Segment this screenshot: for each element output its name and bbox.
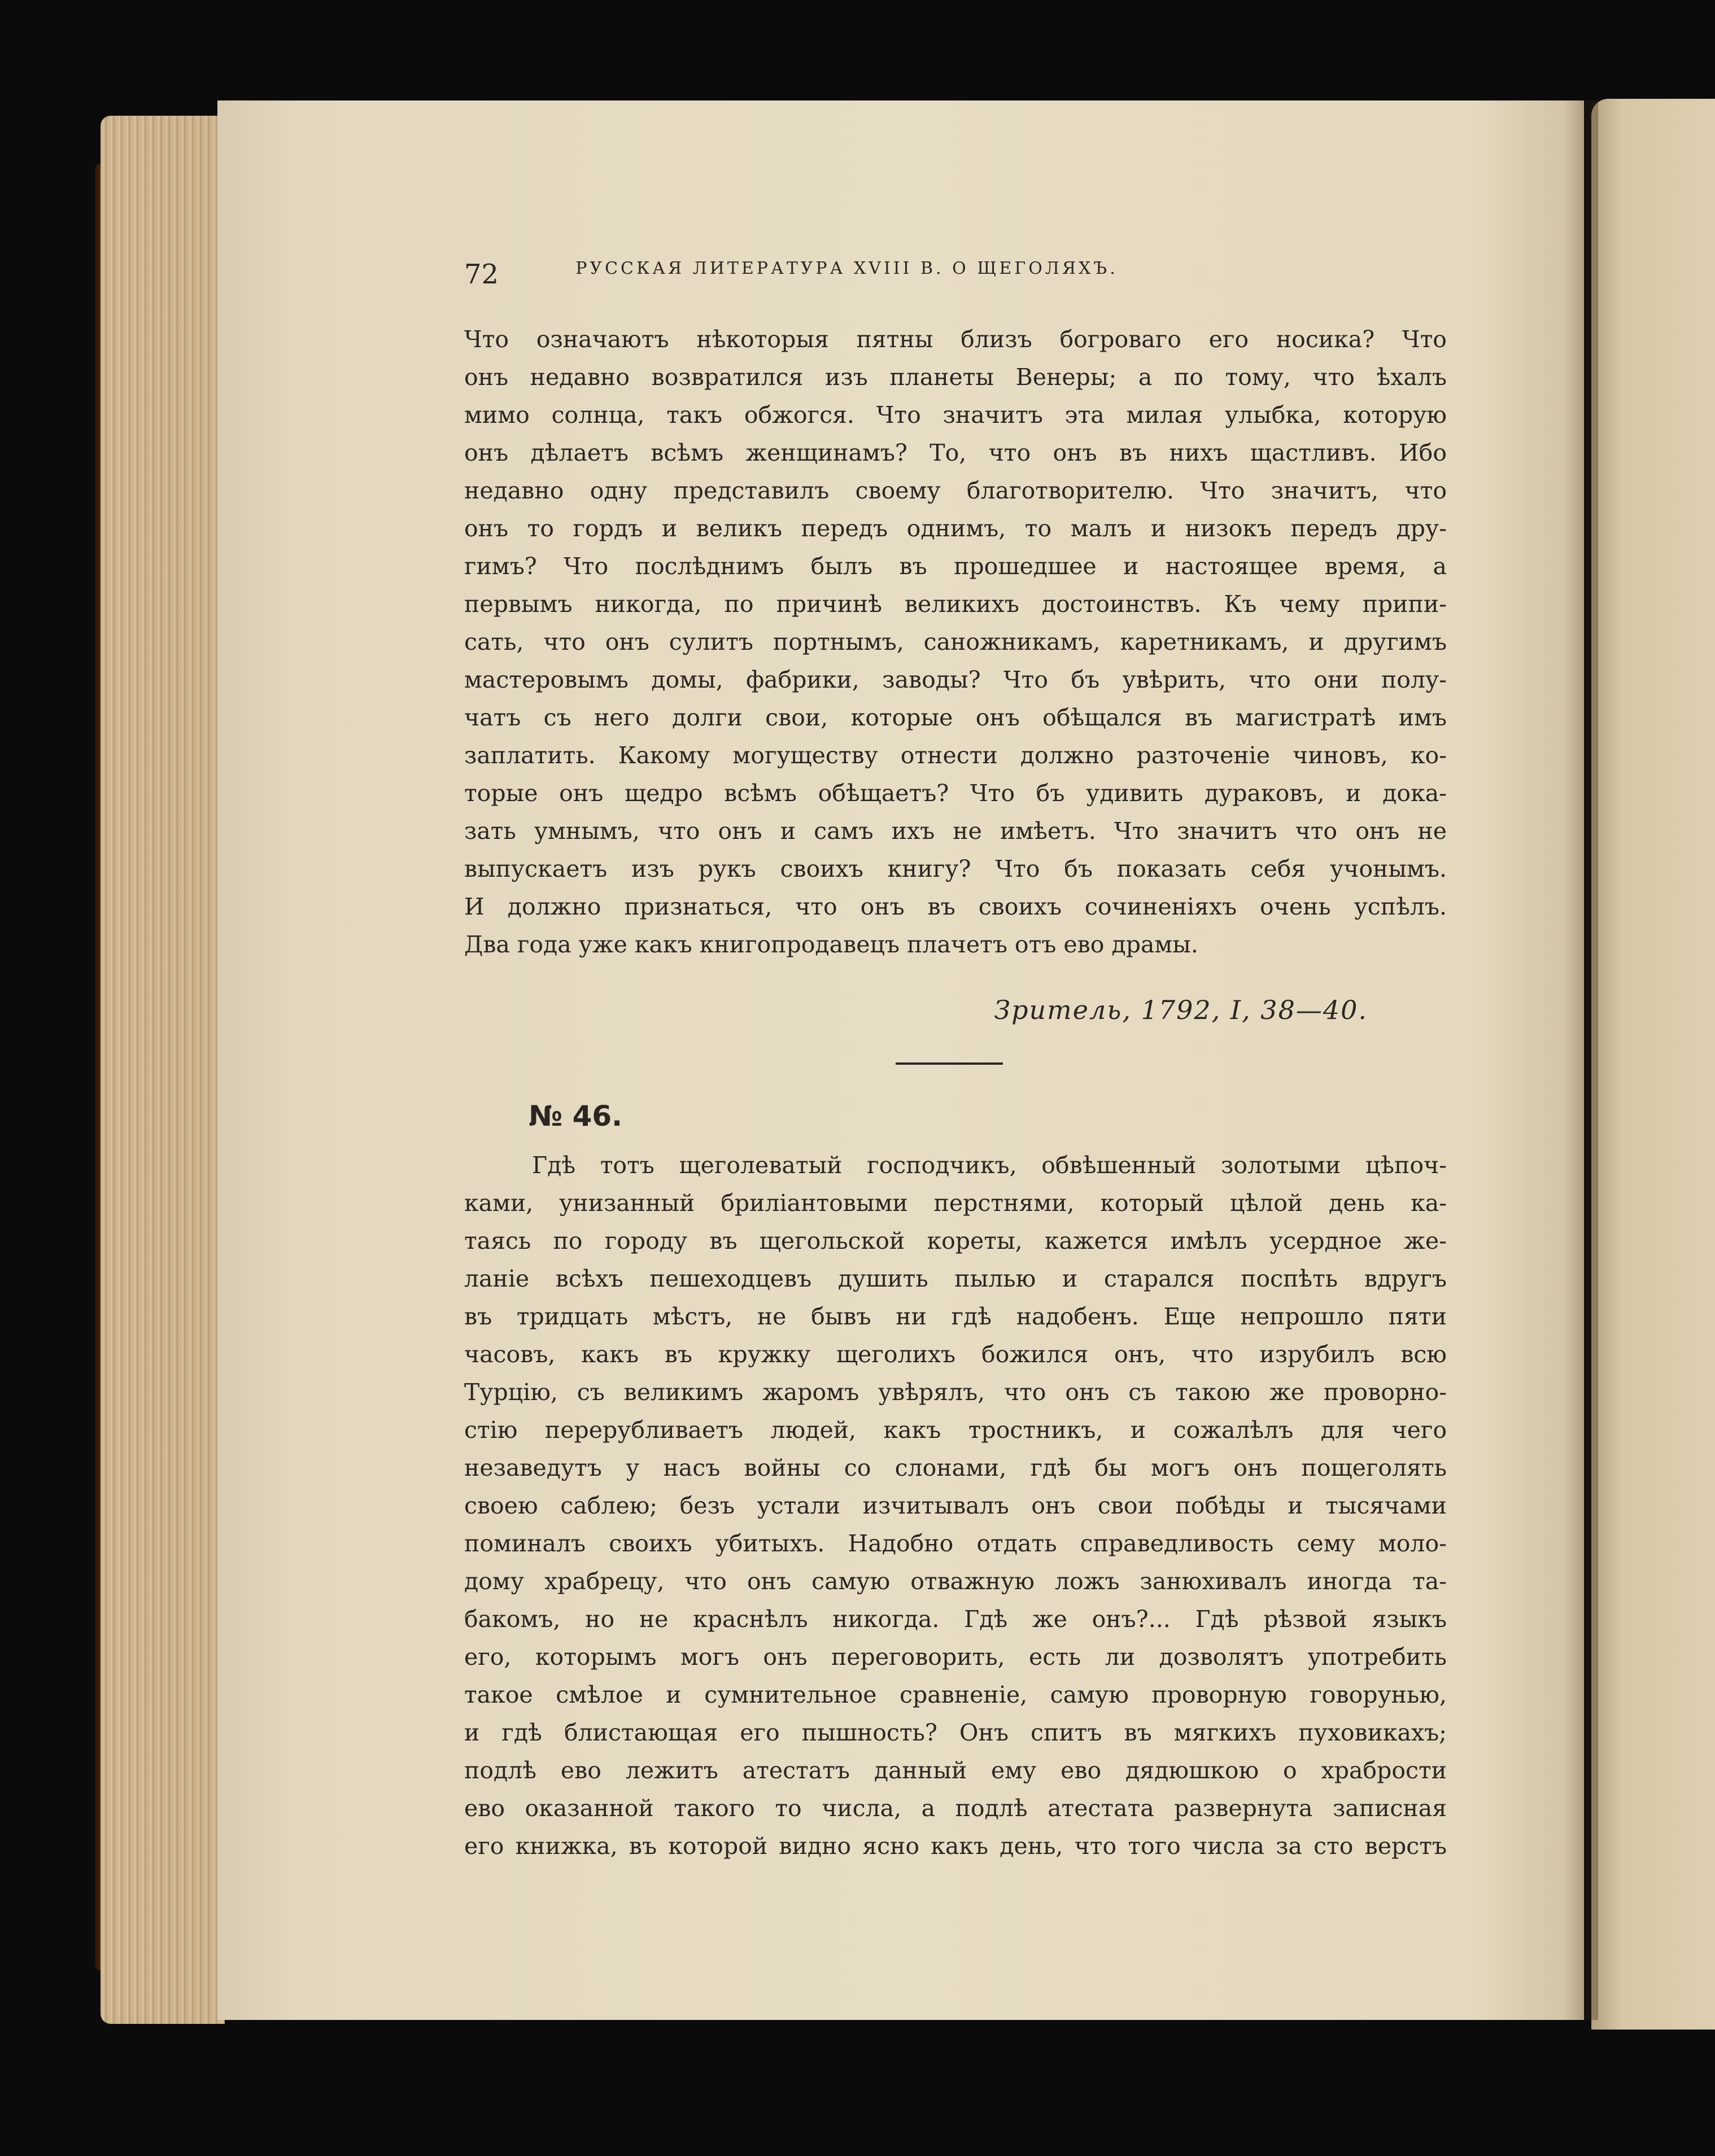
text-line: Два года уже какъ книгопродавецъ плачетъ отъ ево драмы. xyxy=(464,931,1198,958)
text-line: мастеровымъ домы, фабрики, заводы? Что бъ увѣрить, что они полу- xyxy=(464,666,1447,693)
text-line: онъ недавно возвратился изъ планеты Венеры; а по тому, что ѣхалъ xyxy=(464,364,1447,391)
source-citation: Зритель, 1792, I, 38—40. xyxy=(994,995,1368,1025)
text-line: ево оказанной такого то числа, а подлѣ атестата развернута записная xyxy=(464,1795,1447,1822)
entry-number: № 46. xyxy=(529,1100,623,1132)
text-line: подлѣ ево лежитъ атестатъ данный ему ево дядюшкою о храбрости xyxy=(464,1757,1447,1784)
page-number: 72 xyxy=(464,259,499,290)
text-line: Гдѣ тотъ щеголеватый господчикъ, обвѣшенный золотыми цѣпоч- xyxy=(532,1152,1447,1179)
text-line: въ тридцать мѣстъ, не бывъ ни гдѣ надобенъ. Еще непрошло пяти xyxy=(464,1303,1447,1330)
facing-page-edge xyxy=(1591,99,1715,2030)
text-line: незаведутъ у насъ войны со слонами, гдѣ бы могъ онъ пощеголять xyxy=(464,1454,1447,1481)
text-line: И должно признаться, что онъ въ своихъ сочиненіяхъ очень успѣлъ. xyxy=(464,893,1447,920)
text-line: Что означаютъ нѣкоторыя пятны близъ богроваго его носика? Что xyxy=(464,326,1447,353)
text-line: часовъ, какъ въ кружку щеголихъ божился онъ, что изрубилъ всю xyxy=(464,1341,1447,1368)
text-line: ками, унизанный бриліантовыми перстнями, который цѣлой день ка- xyxy=(464,1189,1447,1217)
text-line: дому храбрецу, что онъ самую отважную ложъ занюхивалъ иногда та- xyxy=(464,1568,1447,1595)
text-line: своею саблею; безъ устали изчитывалъ онъ свои побѣды и тысячами xyxy=(464,1492,1447,1519)
section-divider xyxy=(896,1062,1003,1065)
text-line: первымъ никогда, по причинѣ великихъ достоинствъ. Къ чему припи- xyxy=(464,591,1447,618)
text-line: и гдѣ блистающая его пышность? Онъ спитъ въ мягкихъ пуховикахъ; xyxy=(464,1719,1447,1746)
text-line: заплатить. Какому могуществу отнести должно разточеніе чиновъ, ко- xyxy=(464,742,1447,769)
text-line: зать умнымъ, что онъ и самъ ихъ не имѣетъ. Что значитъ что онъ не xyxy=(464,817,1447,845)
text-line: онъ дѣлаетъ всѣмъ женщинамъ? То, что онъ въ нихъ щастливъ. Ибо xyxy=(464,439,1447,466)
text-line: такое смѣлое и сумнительное сравненіе, самую проворную говорунью, xyxy=(464,1681,1447,1708)
page-edges xyxy=(101,116,225,2024)
gutter-shadow xyxy=(1564,100,1598,2020)
paragraph-continued xyxy=(464,321,1447,964)
text-line: гимъ? Что послѣднимъ былъ въ прошедшее и настоящее время, а xyxy=(464,553,1447,580)
text-line: поминалъ своихъ убитыхъ. Надобно отдать справедливость сему моло- xyxy=(464,1530,1447,1557)
text-line: чатъ съ него долги свои, которые онъ обѣщался въ магистратѣ имъ xyxy=(464,704,1447,731)
text-line: его, которымъ могъ онъ переговорить, есть ли дозволятъ употребить xyxy=(464,1643,1447,1670)
text-line: выпускаетъ изъ рукъ своихъ книгу? Что бъ показать себя учонымъ. xyxy=(464,855,1447,882)
running-head: РУССКАЯ ЛИТЕРАТУРА XVIII В. О ЩЕГОЛЯХЪ. xyxy=(575,259,1118,278)
text-line: ланіе всѣхъ пешеходцевъ душить пылью и старался поспѣть вдругъ xyxy=(464,1265,1447,1292)
text-line: бакомъ, но не краснѣлъ никогда. Гдѣ же онъ?... Гдѣ рѣзвой языкъ xyxy=(464,1606,1447,1633)
text-line: мимо солнца, такъ обжогся. Что значитъ эта милая улыбка, которую xyxy=(464,401,1447,428)
paragraph-entry-46 xyxy=(464,1147,1447,1865)
text-line: его книжка, въ которой видно ясно какъ день, что того числа за сто верстъ xyxy=(464,1833,1447,1860)
text-line: торые онъ щедро всѣмъ обѣщаетъ? Что бъ удивить дураковъ, и дока- xyxy=(464,780,1447,807)
text-line: онъ то гордъ и великъ передъ однимъ, то малъ и низокъ передъ дру- xyxy=(464,515,1447,542)
text-line: стію перерубливаетъ людей, какъ тростникъ, и сожалѣлъ для чего xyxy=(464,1416,1447,1444)
text-line: недавно одну представилъ своему благотворителю. Что значитъ, что xyxy=(464,477,1447,504)
text-line: сать, что онъ сулитъ портнымъ, саножникамъ, каретникамъ, и другимъ xyxy=(464,628,1447,655)
text-line: Турцію, съ великимъ жаромъ увѣрялъ, что онъ съ такою же проворно- xyxy=(464,1379,1447,1406)
text-line: таясь по городу въ щегольской кореты, кажется имѣлъ усердное же- xyxy=(464,1227,1447,1254)
